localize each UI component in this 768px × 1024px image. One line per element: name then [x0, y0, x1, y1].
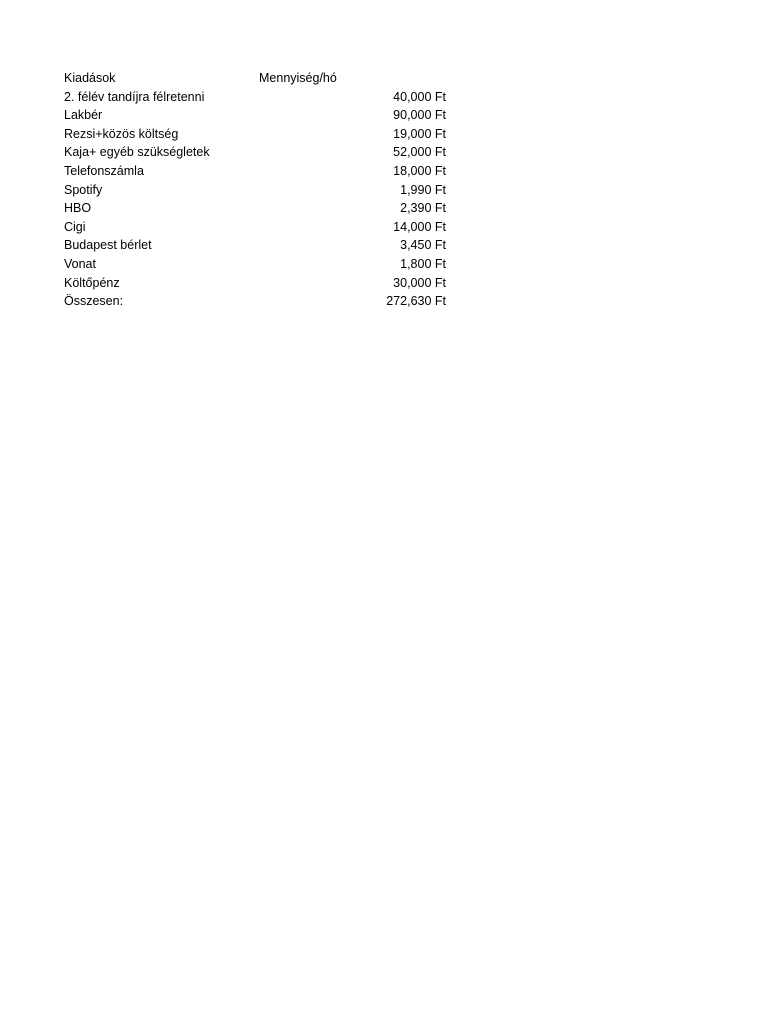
- expense-item: Vonat: [64, 256, 96, 271]
- header-amount-per-month: Mennyiség/hó: [259, 71, 337, 85]
- expense-amount: 14,000 Ft: [393, 219, 446, 234]
- expense-amount: 2,390 Ft: [400, 201, 446, 216]
- expense-amount: 40,000 Ft: [393, 89, 446, 104]
- table-row: [64, 106, 464, 125]
- expense-item: Lakbér: [64, 108, 103, 123]
- expense-item: Cigi: [64, 219, 86, 234]
- expense-amount: 1,990 Ft: [400, 182, 446, 197]
- total-amount: 272,630 Ft: [386, 294, 446, 309]
- expense-item: Költőpénz: [64, 275, 120, 290]
- table-row: [64, 236, 464, 255]
- expense-item: Telefonszámla: [64, 163, 144, 178]
- table-row: [64, 274, 464, 293]
- header-expenses: Kiadások: [64, 71, 116, 85]
- total-row: [64, 292, 464, 311]
- expense-item: Kaja+ egyéb szükségletek: [64, 145, 210, 160]
- expense-amount: 52,000 Ft: [393, 145, 446, 160]
- table-row: [64, 181, 464, 200]
- table-row: [64, 162, 464, 181]
- expense-item: 2. félév tandíjra félretenni: [64, 89, 205, 104]
- expense-item: Budapest bérlet: [64, 238, 152, 253]
- table-row: [64, 125, 464, 144]
- table-row: [64, 199, 464, 218]
- expense-item: Rezsi+közös költség: [64, 126, 179, 141]
- expense-table: [64, 69, 464, 311]
- table-row: [64, 143, 464, 162]
- header-row: [64, 69, 464, 88]
- expense-amount: 3,450 Ft: [400, 238, 446, 253]
- expense-amount: 90,000 Ft: [393, 108, 446, 123]
- expense-item: Spotify: [64, 182, 103, 197]
- expense-amount: 1,800 Ft: [400, 256, 446, 271]
- table-row: [64, 255, 464, 274]
- table-row: [64, 88, 464, 107]
- expense-item: HBO: [64, 201, 92, 216]
- total-label: Összesen:: [64, 294, 124, 309]
- table-row: [64, 218, 464, 237]
- expense-amount: 30,000 Ft: [393, 275, 446, 290]
- expense-amount: 18,000 Ft: [393, 163, 446, 178]
- expense-amount: 19,000 Ft: [393, 126, 446, 141]
